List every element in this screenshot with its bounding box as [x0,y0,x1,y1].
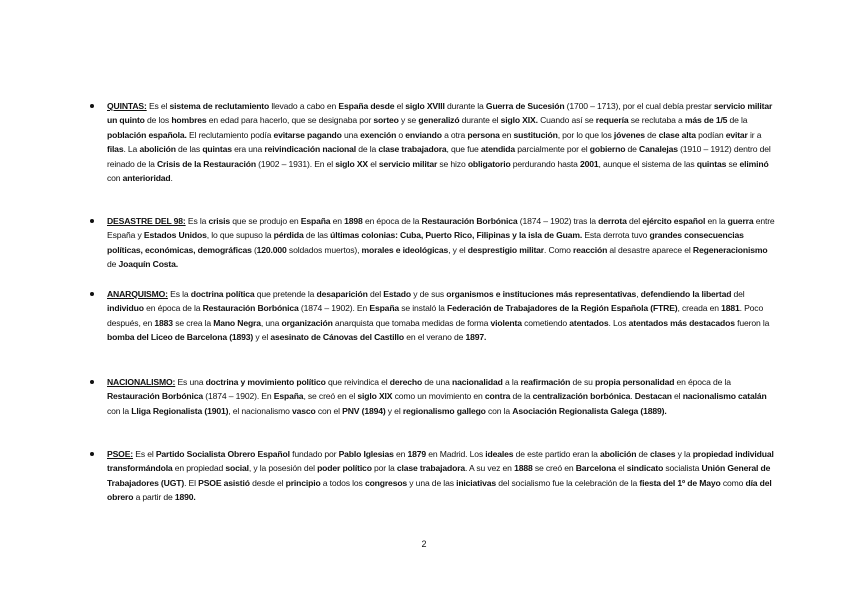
text-segment: en Madrid. Los [426,449,486,459]
bold-text-segment: PSOE asistió [198,477,250,488]
bold-text-segment: individuo [107,303,144,314]
text-segment: y una de las [407,477,457,488]
bold-text-segment: generalizó [418,115,460,126]
text-segment: en propiedad [172,463,226,474]
bold-text-segment: Canalejas [639,144,678,155]
bold-text-segment: reacción [573,244,608,255]
text-segment: Es la [167,289,191,299]
bold-text-segment: principio [285,477,321,488]
text-segment: de una [422,377,452,387]
bullet-icon [90,104,94,108]
text-segment: el [368,158,379,169]
text-segment: , aunque el sistema de las [598,158,697,169]
bold-text-segment: clase alta [658,129,696,140]
text-segment: durante la [444,101,486,111]
definition-anarquismo [107,287,777,345]
text-segment: de los [144,115,172,126]
bold-text-segment: bomba del Liceo de Barcelona (1893) [107,332,254,343]
bold-text-segment: evitarse pagando [273,129,342,140]
bold-text-segment: jóvenes [613,129,645,140]
text-segment: , se creó en el [303,391,358,402]
bold-text-segment: pérdida [273,230,304,241]
bold-text-segment: quintas [202,144,232,155]
text-segment: a todos los [320,477,365,488]
bold-text-segment: gobierno [589,144,626,155]
bullet-icon [90,452,94,456]
bold-text-segment: servicio militar un quinto [107,101,773,126]
text-segment: el [671,391,683,402]
text-segment: soldados muertos), [286,244,362,255]
bold-text-segment: 1883 [154,317,173,328]
bold-text-segment: centralización borbónica [532,391,631,402]
text-segment: del [731,289,745,299]
text-segment: (1874 – 1902). En [298,303,370,314]
bold-text-segment: población española. [107,129,187,140]
text-segment: , y el [448,244,468,255]
text-segment: de [644,129,659,140]
bold-text-segment: derrota [598,216,627,226]
text-segment: el [615,463,627,474]
bold-text-segment: iniciativas [456,477,497,488]
bold-text-segment: más de 1/5 [684,115,728,126]
bold-text-segment: persona [467,129,500,140]
bold-text-segment: violenta [490,317,522,328]
bold-text-segment: propiedad individual transformándola [107,449,774,474]
bold-text-segment: nacionalidad [452,377,503,387]
text-segment: se instaló la [399,303,447,314]
text-segment: socialista [663,463,702,474]
bold-text-segment: filas [107,144,124,155]
bold-text-segment: defendiendo la [640,289,700,299]
text-segment: , el nacionalismo [228,405,293,416]
text-segment: con la [485,405,513,416]
bold-text-segment: libertad [701,289,732,299]
bold-text-segment: clases [650,449,676,459]
text-segment: Es una [175,377,206,387]
text-segment: , lo que supuso la [206,230,274,241]
text-segment: . A su vez en [465,463,515,474]
bold-text-segment: atendida [480,144,516,155]
text-segment: y el [385,405,403,416]
bold-text-segment: España [300,216,331,226]
bold-text-segment: últimas colonias: Cuba, Puerto Rico, Filipinas y la isla de Guam. [330,230,583,241]
bold-text-segment: desprestigio militar [467,244,544,255]
bold-text-segment: clase trabajadora [396,463,466,474]
bold-text-segment: Unión General de Trabajadores (UGT) [107,463,771,488]
text-segment: . El [184,477,199,488]
bold-text-segment: ideales [485,449,514,459]
text-segment: el [394,101,406,111]
bold-text-segment: siglo XIX. [500,115,538,126]
bold-text-segment: nacionalismo catalán [682,391,767,402]
text-segment: Es el [133,449,156,459]
bold-text-segment: sustitución [513,129,558,140]
text-segment: cometiendo [521,317,570,328]
text-segment: se creó en [532,463,576,474]
text-segment: ir a [747,129,762,140]
text-segment: del socialismo fue la celebración de la [496,477,640,488]
text-segment: (1700 – 1713), por el cual debía prestar [564,101,714,111]
bold-text-segment: evitar [725,129,748,140]
bold-text-segment: poder político [317,463,372,474]
text-segment: y se [398,115,419,126]
bold-text-segment: enviando [405,129,442,140]
text-segment: entre España y [107,216,775,241]
text-segment: al desastre aparece el [607,244,693,255]
bold-text-segment: quintas [696,158,727,169]
text-segment: (1902 – 1931). En el [255,158,336,169]
text-segment: en época de la [362,216,422,226]
text-segment: se hizo [437,158,468,169]
bold-text-segment: clase trabajadora [378,144,447,155]
text-segment: . [630,391,635,402]
bold-text-segment: 1879 [407,449,427,459]
text-segment: como un movimiento en [392,391,485,402]
text-segment: como [720,477,746,488]
bold-text-segment: Federación de Trabajadores de la Región Española (FTRE) [446,303,678,314]
page-number: 2 [421,539,427,549]
bold-text-segment: Restauración Borbónica [421,216,518,226]
text-segment: Cuando así se [537,115,596,126]
bold-text-segment: crisis [208,216,231,226]
bold-text-segment: propia personalidad [595,377,675,387]
text-segment: ( [251,244,257,255]
text-segment: podían [695,129,726,140]
text-segment: se reclutaba a [628,115,685,126]
text-segment: de las [303,230,331,241]
bold-text-segment: Partido Socialista Obrero Español [155,449,290,459]
bold-text-segment: Restauración Borbónica [202,303,299,314]
text-segment: una [341,129,361,140]
term-heading: NACIONALISMO: [107,377,176,387]
text-segment: , creada en [677,303,722,314]
bold-text-segment: sistema de reclutamiento [169,101,270,111]
bold-text-segment: social [225,463,249,474]
bold-text-segment: congresos [364,477,408,488]
text-segment: El reclutamiento podía [186,129,274,140]
text-segment: y la [675,449,693,459]
bullet-icon [90,380,94,384]
text-segment: Es la [185,216,209,226]
bold-text-segment: reafirmación [520,377,571,387]
bold-text-segment: ejército español [642,216,706,226]
bold-text-segment: organización [281,317,333,328]
text-segment: , por lo que los [557,129,614,140]
text-segment: a partir de [133,492,175,503]
text-segment: . La [123,144,140,155]
text-segment: desde el [249,477,286,488]
text-segment: Esta derrota tuvo [582,230,650,241]
bold-text-segment: doctrina y movimiento político [205,377,326,387]
bold-text-segment: Restauración Borbónica [107,391,204,402]
text-segment: que pretende la [254,289,317,299]
bold-text-segment: morales e ideológicas [361,244,449,255]
definition-desastre-del-98 [107,214,777,272]
text-segment: fueron la [734,317,770,328]
text-segment: en [393,449,408,459]
bold-text-segment: 1897. [465,332,487,343]
bold-text-segment: hombres [171,115,207,126]
bold-text-segment: asesinato de Cánovas del Castillo [270,332,404,343]
bold-text-segment: Guerra de Sucesión [485,101,565,111]
bold-text-segment: siglo XX [335,158,369,169]
bold-text-segment: desaparición [316,289,368,299]
bold-text-segment: siglo XVIII [405,101,445,111]
bold-text-segment: atentados más destacados [628,317,735,328]
text-segment: llevado a cabo en [269,101,339,111]
text-segment: en época de la [674,377,731,387]
text-segment: de [107,259,119,270]
bullet-icon [90,219,94,223]
bullet-icon [90,292,94,296]
bold-text-segment: derecho [389,377,423,387]
bold-text-segment: eliminó [739,158,769,169]
text-segment: de la [727,115,748,126]
bold-text-segment: Joaquín Costa. [118,259,178,270]
bold-text-segment: Asociación Regionalista Galega (1889). [512,405,667,416]
bold-text-segment: 120.000 [256,244,287,255]
text-segment: a otra [441,129,468,140]
definition-quintas [107,99,777,185]
text-segment: se crea la [172,317,214,328]
text-segment: durante el [459,115,501,126]
bold-text-segment: organismos e instituciones más representativas [446,289,637,299]
term-heading: DESASTRE DEL 98: [107,216,186,226]
term-heading: PSOE: [107,449,133,459]
term-heading: QUINTAS: [107,101,147,111]
bold-text-segment: abolición [139,144,176,155]
text-segment: , una [260,317,282,328]
text-segment: perdurando hasta [510,158,581,169]
bold-text-segment: 1898 [344,216,363,226]
text-segment: de la [510,391,533,402]
bold-text-segment: grandes consecuencias políticas, económicas, demográficas [107,230,744,255]
bold-text-segment: exención [360,129,397,140]
bold-text-segment: reivindicación nacional [264,144,357,155]
text-segment: en [330,216,345,226]
text-segment: . Poco después, en [107,303,764,328]
bold-text-segment: 1888 [514,463,533,474]
bold-text-segment: Destacan [634,391,672,402]
bold-text-segment: sindicato [626,463,664,474]
text-segment: , [636,289,641,299]
text-segment: fundado por [289,449,339,459]
bold-text-segment: Pablo Iglesias [338,449,394,459]
text-segment: del [367,289,384,299]
text-segment: en la [705,216,728,226]
bold-text-segment: obligatorio [467,158,511,169]
text-segment: en el verano de [403,332,466,343]
text-segment: , que fue [446,144,481,155]
bold-text-segment: Regeneracionismo [692,244,768,255]
bold-text-segment: Estado [383,289,412,299]
text-segment: (1910 – 1912) dentro del reinado de la [107,144,771,169]
bold-text-segment: Lliga Regionalista (1901) [131,405,229,416]
text-segment: con la [107,405,132,416]
text-segment: se [726,158,740,169]
bold-text-segment: Estados Unidos [143,230,207,241]
text-segment: de [625,144,640,155]
bold-text-segment: fiesta del 1º de Mayo [639,477,721,488]
bold-text-segment: contra [484,391,511,402]
text-segment: , y la posesión del [248,463,318,474]
bold-text-segment: 2001 [580,158,599,169]
text-segment: era una [231,144,265,155]
text-segment: y de sus [411,289,447,299]
bold-text-segment: 1881 [721,303,740,314]
text-segment: y el [253,332,271,343]
bold-text-segment: 1890. [174,492,196,503]
text-segment: que se produjo en [230,216,301,226]
bold-text-segment: siglo XIX [357,391,393,402]
text-segment: de [636,449,651,459]
text-segment: a la [502,377,521,387]
text-segment: de la [356,144,379,155]
bold-text-segment: requería [595,115,629,126]
bold-text-segment: día del obrero [107,477,772,503]
text-segment: Es el [146,101,170,111]
bold-text-segment: Mano Negra [213,317,261,328]
text-segment: anarquista que tomaba medidas de forma [332,317,491,328]
bold-text-segment: Barcelona [575,463,616,474]
bold-text-segment: anterioridad [122,173,171,184]
text-segment: del [626,216,643,226]
text-segment: de su [570,377,596,387]
text-segment: o [396,129,406,140]
text-segment: (1874 – 1902) tras la [517,216,599,226]
text-segment: de las [175,144,203,155]
text-segment: . Como [543,244,574,255]
text-segment: por la [371,463,397,474]
bold-text-segment: España [369,303,400,314]
text-segment: en época de la [143,303,203,314]
bold-text-segment: doctrina política [190,289,255,299]
text-segment: con [107,173,123,184]
bold-text-segment: España [273,391,304,402]
text-segment: . [170,173,173,184]
definition-nacionalismo [107,375,777,418]
bold-text-segment: Crisis de la Restauración [156,158,256,169]
text-segment: en [499,129,514,140]
text-segment: (1874 – 1902). En [203,391,274,402]
term-heading: ANARQUISMO: [107,289,168,299]
text-segment: en edad para hacerlo, que se designaba por [206,115,374,126]
definition-psoe [107,447,777,505]
bold-text-segment: vasco [292,405,316,416]
bold-text-segment: España desde [338,101,395,111]
text-segment: de este partido eran la [513,449,600,459]
text-segment: que reivindica el [325,377,390,387]
bold-text-segment: guerra [727,216,754,226]
bold-text-segment: servicio militar [378,158,438,169]
bold-text-segment: abolición [599,449,637,459]
bold-text-segment: sorteo [373,115,399,126]
bold-text-segment: atentados [569,317,609,328]
text-segment: con el [315,405,343,416]
text-segment: . Los [608,317,629,328]
bold-text-segment: PNV (1894) [342,405,386,416]
bold-text-segment: regionalismo gallego [402,405,486,416]
text-segment: parcialmente por el [515,144,590,155]
